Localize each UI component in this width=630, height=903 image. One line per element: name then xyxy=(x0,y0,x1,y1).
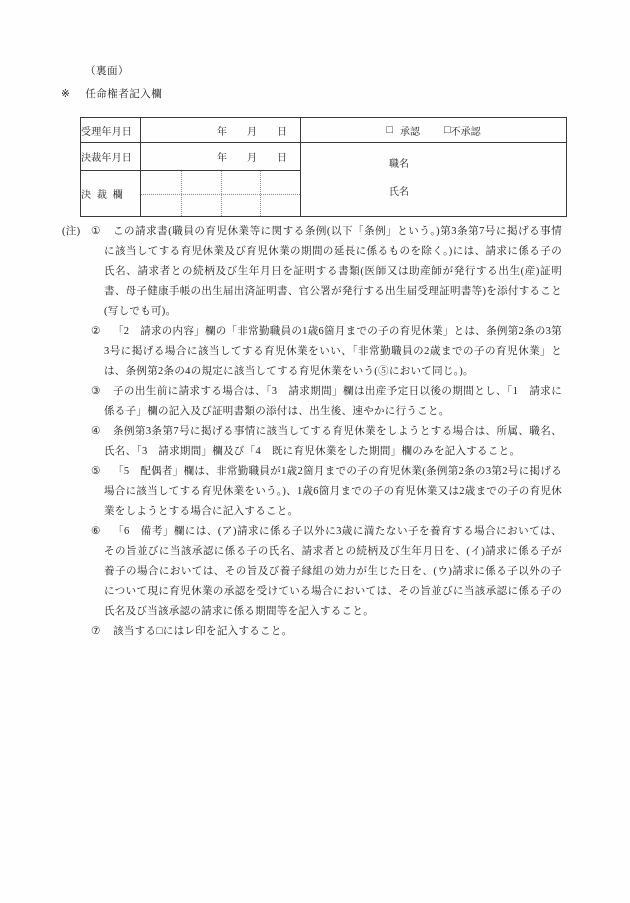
signer-cell[interactable] xyxy=(301,143,567,217)
approval-table xyxy=(80,117,567,217)
note-number: ⑦ xyxy=(91,626,101,637)
note-number: ① xyxy=(91,226,101,237)
note-text: 条例第3条第7号に掲げる事情に該当してする育児休業をしようとする場合は、所属、職名、氏名、「3 請求期間」欄及び「4 既に育児休業をした期間」欄のみを記入すること。 xyxy=(104,426,562,457)
page-side-label: （裏面） xyxy=(85,66,129,77)
approval-column-label: 決 裁 欄 xyxy=(81,171,141,217)
note-item-4 xyxy=(62,422,562,462)
year-label: 年 xyxy=(217,126,227,138)
decision-date-label: 決裁年月日 xyxy=(81,143,141,171)
note-text: 子の出生前に請求する場合は、「3 請求期間」欄は出産予定日以後の期間とし、「1 請求に係る子」欄の記入及び証明書類の添付は、出生後、速やかに行うこと。 xyxy=(104,386,562,417)
note-number: ③ xyxy=(91,386,101,397)
note-item-1 xyxy=(62,222,562,322)
approval-stamp-grid[interactable] xyxy=(141,171,301,217)
note-number: ④ xyxy=(91,426,101,437)
notes-label: (注) xyxy=(62,226,81,237)
disapprove-checkbox-icon[interactable]: □ xyxy=(444,124,451,136)
approval-decision-cell xyxy=(301,118,567,143)
note-item-3 xyxy=(62,382,562,422)
day-label: 日 xyxy=(277,126,287,138)
day-label: 日 xyxy=(277,153,287,164)
signer-name-label: 氏名 xyxy=(389,187,409,198)
decision-date-cell[interactable] xyxy=(141,143,301,171)
month-label: 月 xyxy=(247,126,257,138)
note-item-2 xyxy=(62,322,562,382)
note-item-6 xyxy=(62,522,562,622)
asterisk-mark: ※ xyxy=(61,89,71,100)
notes-section xyxy=(62,222,562,642)
section-title: 任命権者記入欄 xyxy=(85,89,163,100)
receipt-date-cell[interactable] xyxy=(141,118,301,143)
note-text: この請求書(職員の育児休業等に関する条例(以下「条例」という。)第3条第7号に掲げる事情に該当してする育児休業及び育児休業の期間の延長に係るものを除く。)には、請求に係る子の氏名、請求者との続柄及び生年月日を証明する書類(医師又は助産師が発行する出生(産)証明書、母子健康手帳の出生届出済証明書、官公署が発行する出生届受理証明書等)を添付すること(写しでも可)。 xyxy=(104,226,562,317)
month-label: 月 xyxy=(247,153,257,164)
approve-checkbox-icon[interactable]: □ xyxy=(386,124,393,136)
note-number: ⑥ xyxy=(91,526,101,537)
note-text: 該当する□にはレ印を記入すること。 xyxy=(113,626,293,637)
note-item-5 xyxy=(62,462,562,522)
note-number: ⑤ xyxy=(91,466,101,477)
disapprove-label: 不承認 xyxy=(450,126,481,138)
receipt-date-label: 受理年月日 xyxy=(81,118,141,143)
section-heading xyxy=(61,88,162,102)
approve-label: 承認 xyxy=(400,126,420,138)
note-text: 「5 配偶者」欄は、非常勤職員が1歳2箇月までの子の育児休業(条例第2条の3第2号に掲げる場合に該当してする育児休業をいう。)、1歳6箇月までの子の育児休業又は2歳までの子の育児休業をしようとする場合に記入すること。 xyxy=(104,466,562,517)
stamp-grid-divider xyxy=(141,194,300,195)
year-label: 年 xyxy=(217,153,227,164)
note-text: 「2 請求の内容」欄の「非常勤職員の1歳6箇月までの子の育児休業」とは、条例第2条の3第3号に掲げる場合に該当してする育児休業をいい、「非常勤職員の2歳までの子の育児休業」とは、条例第2条の4の規定に該当してする育児休業をいう(⑤において同じ。)。 xyxy=(104,326,562,377)
note-text: 「6 備考」欄には、(ア)請求に係る子以外に3歳に満たない子を養育する場合においては、その旨並びに当該承認に係る子の氏名、請求者との続柄及び生年月日を、(イ)請求に係る子が養子の場合においては、その旨及び養子縁組の効力が生じた日を、(ウ)請求に係る子以外の子について現に育児休業の承認を受けている場合においては、その旨並びに当該承認に係る子の氏名及び当該承認の請求に係る期間等を記入すること。 xyxy=(104,526,562,617)
signer-title-label: 職名 xyxy=(389,159,409,170)
note-number: ② xyxy=(91,326,101,337)
note-item-7 xyxy=(62,622,562,642)
